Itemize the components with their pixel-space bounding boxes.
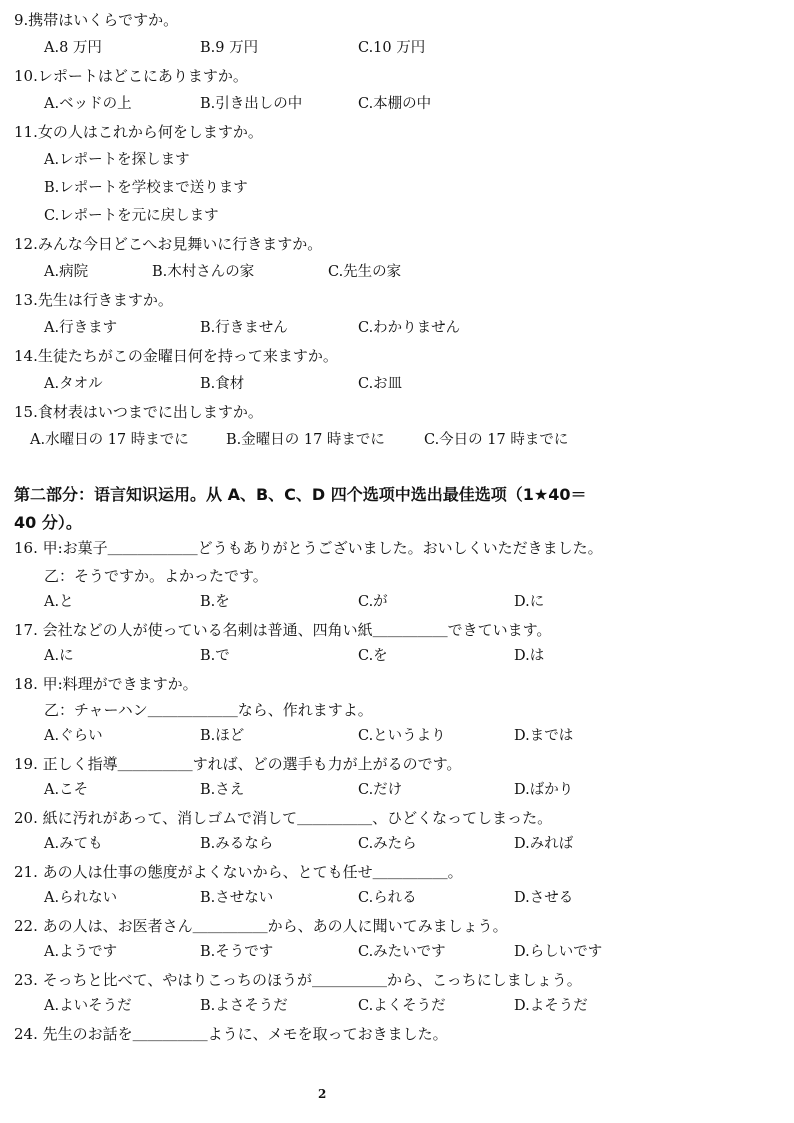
q10-option-b: B.引き出しの中: [200, 96, 303, 112]
q14-option-c: C.お皿: [358, 376, 403, 392]
q11-option-c: C.レポートを元に戻します: [44, 208, 219, 224]
question-9: 9.携帯はいくらですか。: [14, 11, 179, 29]
question-15: 15.食材表はいつまでに出しますか。: [14, 403, 263, 421]
q10-option-c: C.本棚の中: [358, 96, 432, 112]
q10-option-a: A.ベッドの上: [44, 96, 132, 112]
q21-option-d: D.させる: [514, 890, 574, 906]
q18-option-b: B.ほど: [200, 728, 245, 744]
q22-option-d: D.らしいです: [514, 944, 603, 960]
q14-option-a: A.タオル: [44, 376, 103, 392]
q18-option-d: D.までは: [514, 728, 574, 744]
q20-option-a: A.みても: [44, 836, 103, 852]
q19-option-b: B.さえ: [200, 782, 245, 798]
question-13: 13.先生は行きますか。: [14, 291, 173, 309]
q21-option-b: B.させない: [200, 890, 274, 906]
q14-option-b: B.食材: [200, 376, 245, 392]
q17-option-d: D.は: [514, 648, 545, 664]
q18-option-c: C.というより: [358, 728, 446, 744]
q18-option-a: A.ぐらい: [44, 728, 103, 744]
question-20: 20. 紙に汚れがあって、消しゴムで消して＿＿＿＿＿、ひどくなってしまった。: [14, 809, 553, 827]
q16-option-b: B.を: [200, 594, 230, 610]
q16-option-d: D.に: [514, 594, 545, 610]
q11-option-a: A.レポートを探します: [44, 152, 190, 168]
q13-option-c: C.わかりません: [358, 320, 461, 336]
question-22: 22. あの人は、お医者さん＿＿＿＿＿から、あの人に聞いてみましょう。: [14, 917, 508, 935]
q19-option-a: A.こそ: [44, 782, 89, 798]
question-19: 19. 正しく指導＿＿＿＿＿すれば、どの選手も力が上がるのです。: [14, 755, 462, 773]
q13-option-a: A.行きます: [44, 320, 118, 336]
q18-dialogue-reply: 乙：チャーハン＿＿＿＿＿＿なら、作れますよ。: [44, 701, 373, 719]
q22-option-c: C.みたいです: [358, 944, 446, 960]
page-number: 2: [318, 1087, 327, 1101]
question-24: 24. 先生のお話を＿＿＿＿＿ように、メモを取っておきました。: [14, 1025, 448, 1043]
q20-option-d: D.みれば: [514, 836, 574, 852]
q9-option-b: B.9 万円: [200, 40, 259, 56]
q23-option-b: B.よさそうだ: [200, 998, 288, 1014]
q23-option-c: C.よくそうだ: [358, 998, 446, 1014]
q21-option-c: C.られる: [358, 890, 417, 906]
q16-dialogue-reply: 乙：そうですか。よかったです。: [44, 567, 268, 585]
q19-option-d: D.ばかり: [514, 782, 574, 798]
q20-option-b: B.みるなら: [200, 836, 274, 852]
q12-option-b: B.木村さんの家: [152, 264, 255, 280]
q11-option-b: B.レポートを学校まで送ります: [44, 180, 248, 196]
question-12: 12.みんな今日どこへお見舞いに行きますか。: [14, 235, 323, 253]
q13-option-b: B.行きません: [200, 320, 288, 336]
q23-option-d: D.よそうだ: [514, 998, 588, 1014]
q9-option-a: A.8 万円: [44, 40, 102, 56]
q22-option-a: A.ようです: [44, 944, 118, 960]
question-17: 17. 会社などの人が使っている名刺は普通、四角い紙＿＿＿＿＿できています。: [14, 621, 552, 639]
q22-option-b: B.そうです: [200, 944, 274, 960]
q19-option-c: C.だけ: [358, 782, 403, 798]
section-2-title: 第二部分：语言知识运用。从 A、B、C、D 四个选项中选出最佳选项（1★40＝: [14, 485, 587, 504]
q17-option-b: B.で: [200, 648, 230, 664]
q12-option-c: C.先生の家: [328, 264, 402, 280]
q16-option-a: A.と: [44, 594, 74, 610]
q17-option-a: A.に: [44, 648, 74, 664]
q15-option-b: B.金曜日の 17 時までに: [226, 432, 385, 448]
question-10: 10.レポートはどこにありますか。: [14, 67, 248, 85]
q16-option-c: C.が: [358, 594, 388, 610]
q17-option-c: C.を: [358, 648, 388, 664]
question-14: 14.生徒たちがこの金曜日何を持って来ますか。: [14, 347, 338, 365]
question-23: 23. そっちと比べて、やはりこっちのほうが＿＿＿＿＿から、こっちにしましょう。: [14, 971, 582, 989]
section-2-title-cont: 40 分）。: [14, 513, 82, 532]
q20-option-c: C.みたら: [358, 836, 417, 852]
question-16: 16. 甲:お菓子＿＿＿＿＿＿どうもありがとうございました。おいしくいただきました。: [14, 539, 603, 557]
question-21: 21. あの人は仕事の態度がよくないから、とても任せ＿＿＿＿＿。: [14, 863, 463, 881]
q23-option-a: A.よいそうだ: [44, 998, 132, 1014]
question-11: 11.女の人はこれから何をしますか。: [14, 123, 263, 141]
q15-option-c: C.今日の 17 時までに: [424, 432, 569, 448]
q12-option-a: A.病院: [44, 264, 89, 280]
q9-option-c: C.10 万円: [358, 40, 426, 56]
question-18: 18. 甲:料理ができますか。: [14, 675, 198, 693]
q21-option-a: A.られない: [44, 890, 118, 906]
q15-option-a: A.水曜日の 17 時までに: [30, 432, 189, 448]
